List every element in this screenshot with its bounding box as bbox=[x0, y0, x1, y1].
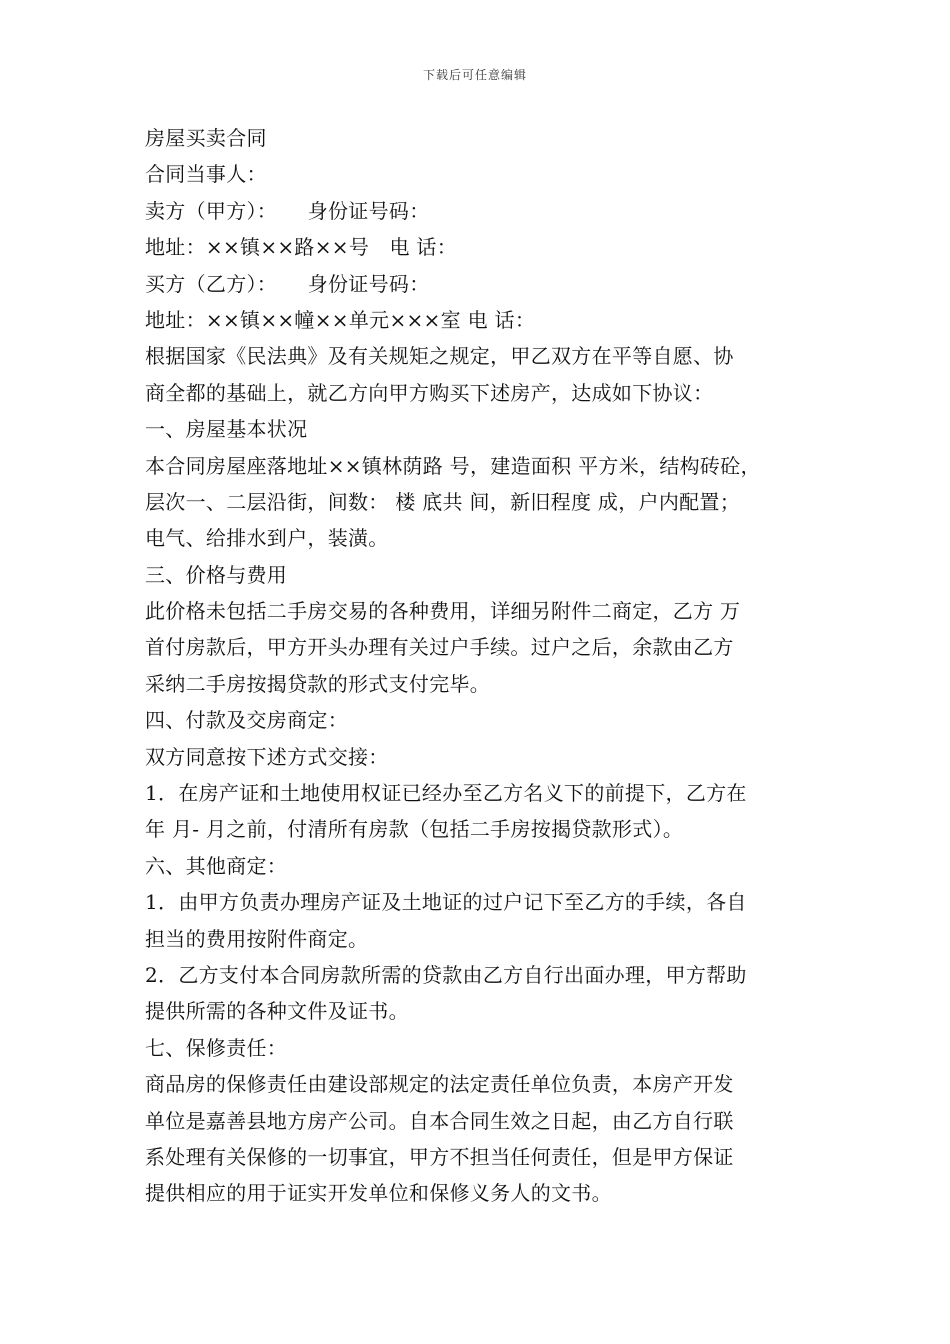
paragraph-line: 单位是嘉善县地方房产公司。自本合同生效之日起，由乙方自行联 bbox=[145, 1108, 734, 1133]
seller-address-line: 地址：××镇××路××号 电 话： bbox=[145, 235, 458, 260]
paragraph-line: 首付房款后，甲方开头办理有关过户手续。过户之后，余款由乙方 bbox=[145, 635, 734, 660]
paragraph-line: 提供相应的用于证实开发单位和保修义务人的文书。 bbox=[145, 1181, 612, 1206]
page-header: 下载后可任意编辑 bbox=[422, 68, 527, 82]
paragraph-line: 商全都的基础上，就乙方向甲方购买下述房产，达成如下协议： bbox=[145, 380, 714, 405]
paragraph-line: 双方同意按下述方式交接： bbox=[145, 744, 389, 769]
paragraph-line: 1．在房产证和土地使用权证已经办至乙方名义下的前提下，乙方在 bbox=[145, 781, 747, 806]
paragraph-line: 1．由甲方负责办理房产证及土地证的过户记下至乙方的手续，各自 bbox=[145, 890, 747, 915]
document-title: 房屋买卖合同 bbox=[145, 126, 267, 150]
paragraph-line: 年 月- 月之前，付清所有房款（包括二手房按揭贷款形式）。 bbox=[145, 817, 684, 842]
section-heading: 四、付款及交房商定： bbox=[145, 708, 348, 733]
paragraph-line: 层次一、二层沿街，间数： 楼 底共 间，新旧程度 成，户内配置； bbox=[145, 489, 741, 514]
paragraph-line: 担当的费用按附件商定。 bbox=[145, 926, 369, 951]
paragraph-line: 本合同房屋座落地址××镇林荫路 号，建造面积 平方米，结构砖砼， bbox=[145, 453, 761, 478]
buyer-line: 买方（乙方）： 身份证号码： bbox=[145, 271, 430, 296]
paragraph-line: 电气、给排水到户，装潢。 bbox=[145, 526, 389, 551]
document-body bbox=[145, 120, 815, 1212]
paragraph-line: 根据国家《民法典》及有关规矩之规定，甲乙双方在平等自愿、协 bbox=[145, 344, 734, 369]
seller-line: 卖方（甲方）： 身份证号码： bbox=[145, 198, 430, 223]
section-heading: 一、房屋基本状况 bbox=[145, 417, 308, 442]
paragraph-line: 提供所需的各种文件及证书。 bbox=[145, 999, 409, 1024]
parties-heading: 合同当事人： bbox=[145, 162, 267, 187]
paragraph-line: 采纳二手房按揭贷款的形式支付完毕。 bbox=[145, 671, 491, 696]
section-heading: 三、价格与费用 bbox=[145, 562, 288, 587]
paragraph-line: 系处理有关保修的一切事宜，甲方不担当任何责任，但是甲方保证 bbox=[145, 1144, 734, 1169]
paragraph-line: 2．乙方支付本合同房款所需的贷款由乙方自行出面办理，甲方帮助 bbox=[145, 962, 747, 987]
paragraph-line: 此价格未包括二手房交易的各种费用，详细另附件二商定，乙方 万 bbox=[145, 599, 741, 624]
section-heading: 六、其他商定： bbox=[145, 853, 288, 878]
buyer-address-line: 地址：××镇××幢××单元×××室 电 话： bbox=[145, 307, 536, 332]
paragraph-line: 商品房的保修责任由建设部规定的法定责任单位负责，本房产开发 bbox=[145, 1072, 734, 1097]
section-heading: 七、保修责任： bbox=[145, 1035, 288, 1060]
